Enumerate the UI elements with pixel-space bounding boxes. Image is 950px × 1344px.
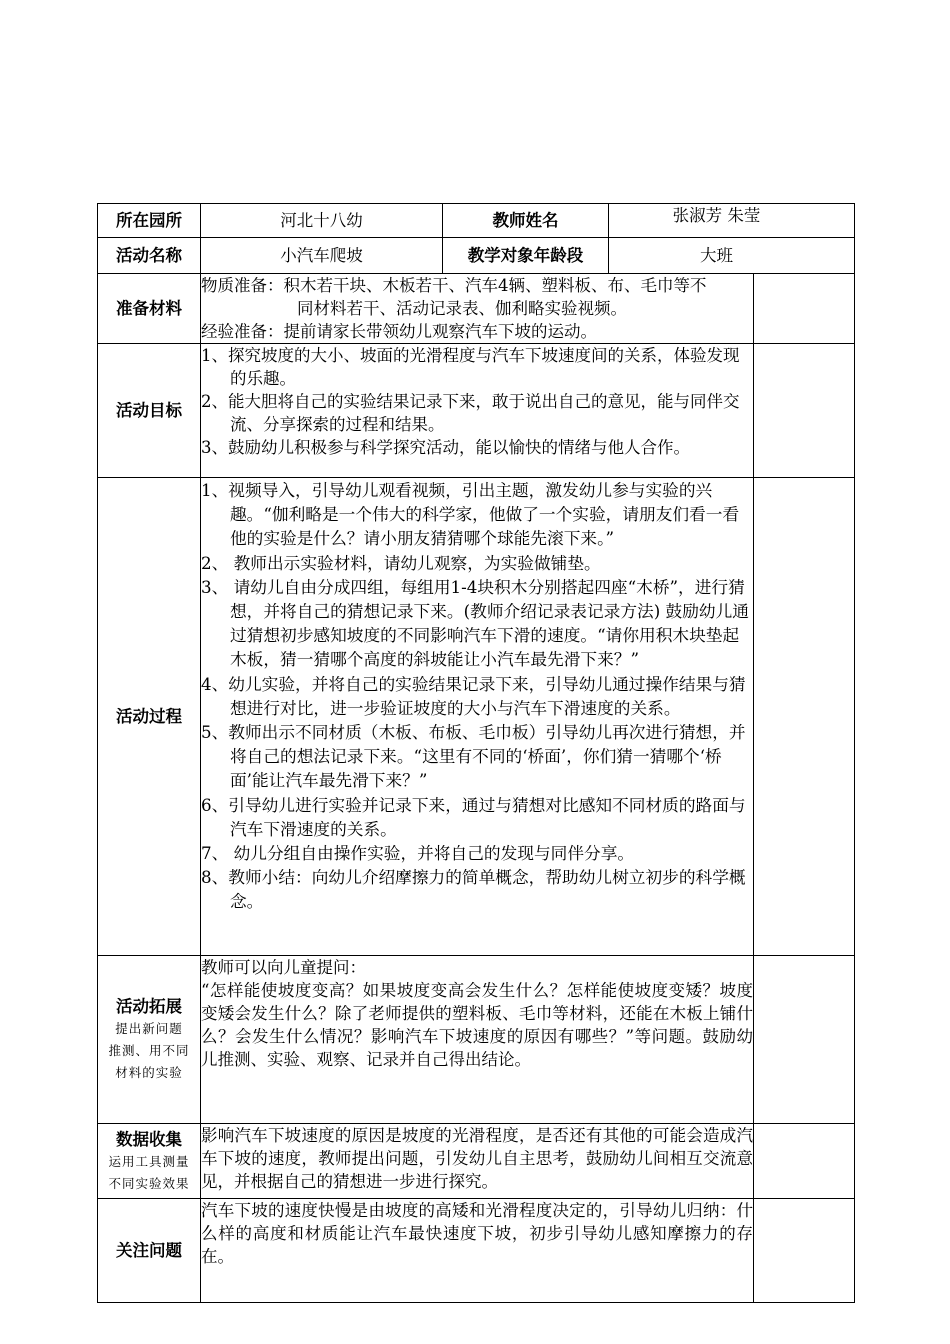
kindergarten-label: 所在园所 bbox=[98, 204, 201, 238]
empty-cell bbox=[754, 344, 855, 478]
age-label: 教学对象年龄段 bbox=[443, 238, 609, 274]
row-focus bbox=[98, 1199, 855, 1303]
goal-item-2: 2、能大胆将自己的实验结果记录下来，敢于说出自己的意见，能与同伴交流、分享探索的过程和结果。 bbox=[201, 392, 740, 434]
goal-item-3: 3、鼓励幼儿积极参与科学探究活动，能以愉快的情绪与他人合作。 bbox=[201, 438, 690, 457]
process-step-1: 1、视频导入，引导幼儿观看视频，引出主题，激发幼儿参与实验的兴趣。“伽利略是一个伟大的科学家，他做了一个实验，请朋友们看一看他的实验是什么？请小朋友猜猜哪个球能先滚下来。” bbox=[201, 480, 740, 549]
data-collection-content bbox=[201, 1124, 754, 1199]
row-data-collection bbox=[98, 1124, 855, 1199]
data-collection-sub-1: 运用工具测量 bbox=[108, 1153, 190, 1169]
activity-label: 活动名称 bbox=[98, 238, 201, 274]
data-collection-sub-2: 不同实验效果 bbox=[108, 1175, 190, 1191]
age-value: 大班 bbox=[609, 238, 855, 274]
extension-sub-3: 材料的实验 bbox=[115, 1065, 183, 1080]
focus-text: 汽车下坡的速度快慢是由坡度的高矮和光滑程度决定的，引导幼儿归纳：什么样的高度和材质能让汽车最快速度下坡，初步引导幼儿感知摩擦力的存在。 bbox=[201, 1201, 753, 1266]
teacher-value: 张淑芳 朱莹 bbox=[609, 204, 855, 238]
materials-label: 准备材料 bbox=[98, 274, 201, 344]
empty-cell bbox=[754, 478, 855, 956]
process-step-2: 2、 教师出示实验材料，请幼儿观察，为实验做铺垫。 bbox=[201, 552, 601, 573]
materials-content bbox=[201, 274, 754, 344]
extension-sub-1: 提出新问题 bbox=[115, 1021, 183, 1036]
process-step-4: 4、幼儿实验，并将自己的实验结果记录下来，引导幼儿通过操作结果与猜想进行对比，进一步验证坡度的大小与汽车下滑速度的关系。 bbox=[201, 673, 746, 718]
materials-line-1: 物质准备：积木若干块、木板若干、汽车4辆、塑料板、布、毛巾等不 bbox=[201, 276, 707, 295]
row-goals bbox=[98, 344, 855, 478]
kindergarten-value: 河北十八幼 bbox=[201, 204, 443, 238]
materials-line-3: 经验准备：提前请家长带领幼儿观察汽车下坡的运动。 bbox=[201, 322, 597, 341]
process-step-8: 8、教师小结：向幼儿介绍摩擦力的简单概念，帮助幼儿树立初步的科学概念。 bbox=[201, 867, 746, 912]
goal-item-1: 1、探究坡度的大小、坡面的光滑程度与汽车下坡速度间的关系，体验发现的乐趣。 bbox=[201, 346, 740, 388]
materials-line-2: 同材料若干、活动记录表、伽利略实验视频。 bbox=[297, 299, 627, 318]
data-collection-title: 数据收集 bbox=[116, 1129, 182, 1149]
process-step-6: 6、引导幼儿进行实验并记录下来，通过与猜想对比感知不同材质的路面与汽车下滑速度的关系。 bbox=[201, 794, 746, 839]
empty-cell bbox=[754, 1124, 855, 1199]
row-process bbox=[98, 478, 855, 956]
row-extension bbox=[98, 956, 855, 1124]
extension-label bbox=[98, 956, 201, 1124]
process-label: 活动过程 bbox=[98, 478, 201, 956]
data-collection-label bbox=[98, 1124, 201, 1199]
focus-label: 关注问题 bbox=[98, 1199, 201, 1303]
extension-text: “怎样能使坡度变高？如果坡度变高会发生什么？怎样能使坡度变矮？坡度变矮会发生什么？除了老师提供的塑料板、毛巾等材料，还能在木板上铺什么？会发生什么情况？影响汽车下坡速度的原因有哪些？”等问题。鼓励幼儿推测、实验、观察、记录并自己得出结论。 bbox=[201, 981, 753, 1069]
process-step-3: 3、 请幼儿自由分成四组，每组用1-4块积木分别搭起四座“木桥”，进行猜想，并将自己的猜想记录下来。(教师介绍记录表记录方法) 鼓励幼儿通过猜想初步感知坡度的不同影响汽车下滑的速度。“请你用积木块垫起木板，猜一猜哪个高度的斜坡能让小汽车最先滑下来？” bbox=[201, 576, 749, 670]
process-step-5: 5、教师出示不同材质（木板、布板、毛巾板）引导幼儿再次进行猜想，并将自己的想法记录下来。“这里有不同的‘桥面’，你们猜一猜哪个‘桥面’能让汽车最先滑下来？” bbox=[201, 722, 746, 791]
process-content bbox=[201, 478, 754, 956]
goals-label: 活动目标 bbox=[98, 344, 201, 478]
empty-cell bbox=[754, 1199, 855, 1303]
data-collection-text: 影响汽车下坡速度的原因是坡度的光滑程度，是否还有其他的可能会造成汽车下坡的速度，教师提出问题，引发幼儿自主思考，鼓励幼儿间相互交流意见，并根据自己的猜想进一步进行探究。 bbox=[201, 1126, 753, 1191]
row-activity bbox=[98, 238, 855, 274]
row-materials bbox=[98, 274, 855, 344]
teacher-label: 教师姓名 bbox=[443, 204, 609, 238]
extension-title: 活动拓展 bbox=[116, 997, 182, 1016]
extension-intro: 教师可以向儿童提问： bbox=[201, 958, 366, 977]
activity-value: 小汽车爬坡 bbox=[201, 238, 443, 274]
empty-cell bbox=[754, 956, 855, 1124]
extension-content bbox=[201, 956, 754, 1124]
focus-content bbox=[201, 1199, 754, 1303]
lesson-plan-table bbox=[97, 203, 855, 1303]
extension-sub-2: 推测、用不同 bbox=[108, 1043, 190, 1058]
row-kindergarten bbox=[98, 204, 855, 238]
empty-cell bbox=[754, 274, 855, 344]
process-step-7: 7、 幼儿分组自由操作实验，并将自己的发现与同伴分享。 bbox=[201, 843, 635, 864]
goals-content bbox=[201, 344, 754, 478]
